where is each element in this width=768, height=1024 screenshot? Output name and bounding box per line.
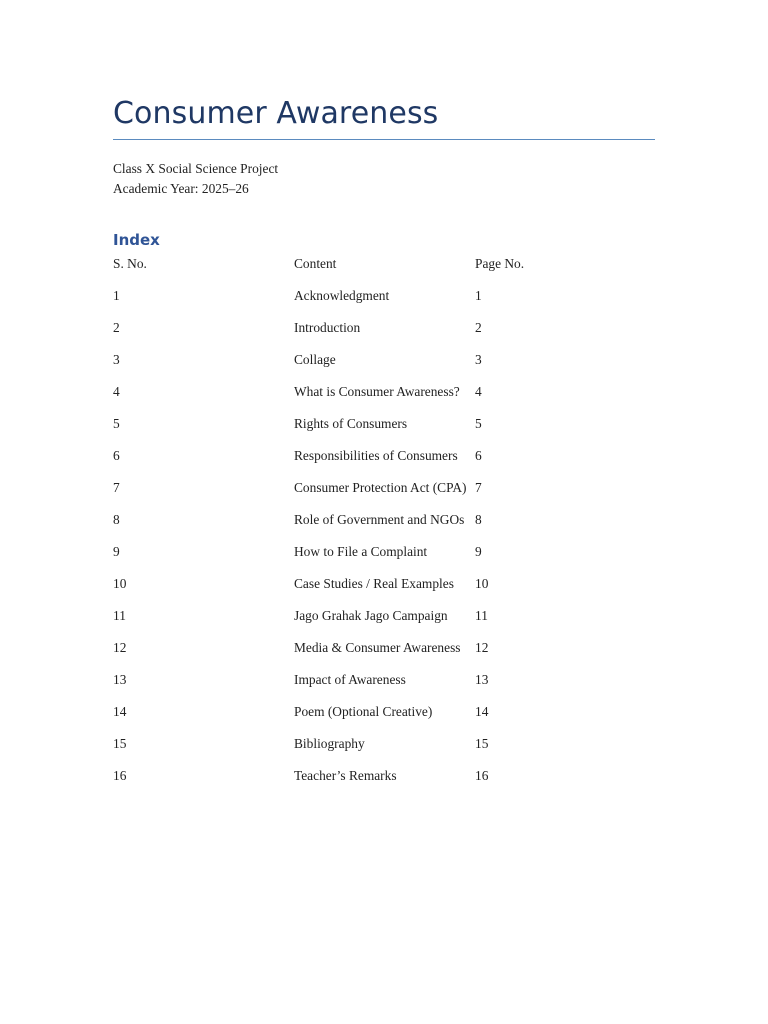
row-page-no: 12 xyxy=(475,640,489,655)
row-page-no: 8 xyxy=(475,512,482,527)
table-row xyxy=(113,350,575,382)
row-sno: 13 xyxy=(113,672,127,687)
project-class-line: Class X Social Science Project xyxy=(113,161,279,176)
row-content: Introduction xyxy=(294,320,361,335)
table-row xyxy=(113,574,575,606)
row-sno: 9 xyxy=(113,544,120,559)
row-content: Responsibilities of Consumers xyxy=(294,448,458,463)
row-sno: 7 xyxy=(113,480,120,495)
row-content: What is Consumer Awareness? xyxy=(294,384,460,399)
index-header-row xyxy=(113,254,575,286)
row-sno: 5 xyxy=(113,416,120,431)
row-page-no: 13 xyxy=(475,672,489,687)
title-underline xyxy=(113,139,655,140)
row-page-no: 2 xyxy=(475,320,482,335)
index-table xyxy=(113,254,575,798)
row-content: Teacher’s Remarks xyxy=(294,768,397,783)
row-page-no: 15 xyxy=(475,736,489,751)
row-page-no: 6 xyxy=(475,448,482,463)
header-content: Content xyxy=(294,256,337,271)
table-row xyxy=(113,734,575,766)
index-heading: Index xyxy=(113,231,160,249)
row-page-no: 7 xyxy=(475,480,482,495)
row-page-no: 11 xyxy=(475,608,488,623)
header-page-no: Page No. xyxy=(475,256,525,271)
table-row xyxy=(113,542,575,574)
row-sno: 2 xyxy=(113,320,120,335)
project-meta xyxy=(113,159,278,199)
table-row xyxy=(113,446,575,478)
row-content: Bibliography xyxy=(294,736,365,751)
row-sno: 8 xyxy=(113,512,120,527)
academic-year-line: Academic Year: 2025–26 xyxy=(113,181,249,196)
row-content: Media & Consumer Awareness xyxy=(294,640,461,655)
row-page-no: 9 xyxy=(475,544,482,559)
row-page-no: 4 xyxy=(475,384,482,399)
table-row xyxy=(113,638,575,670)
row-content: Role of Government and NGOs xyxy=(294,512,465,527)
row-page-no: 16 xyxy=(475,768,489,783)
document-title: Consumer Awareness xyxy=(113,96,439,131)
row-sno: 3 xyxy=(113,352,120,367)
table-row xyxy=(113,510,575,542)
row-sno: 12 xyxy=(113,640,127,655)
table-row xyxy=(113,606,575,638)
row-page-no: 1 xyxy=(475,288,482,303)
row-sno: 11 xyxy=(113,608,126,623)
row-sno: 15 xyxy=(113,736,127,751)
row-page-no: 14 xyxy=(475,704,489,719)
table-row xyxy=(113,478,575,510)
row-page-no: 5 xyxy=(475,416,482,431)
index-table-body xyxy=(113,286,575,798)
row-content: Case Studies / Real Examples xyxy=(294,576,454,591)
row-sno: 10 xyxy=(113,576,127,591)
table-row xyxy=(113,286,575,318)
row-content: Collage xyxy=(294,352,336,367)
table-row xyxy=(113,766,575,798)
row-sno: 16 xyxy=(113,768,127,783)
row-page-no: 10 xyxy=(475,576,489,591)
row-sno: 14 xyxy=(113,704,127,719)
table-row xyxy=(113,414,575,446)
row-sno: 4 xyxy=(113,384,120,399)
row-page-no: 3 xyxy=(475,352,482,367)
row-content: How to File a Complaint xyxy=(294,544,428,559)
row-sno: 1 xyxy=(113,288,120,303)
row-sno: 6 xyxy=(113,448,120,463)
table-row xyxy=(113,670,575,702)
table-row xyxy=(113,702,575,734)
row-content: Jago Grahak Jago Campaign xyxy=(294,608,448,623)
row-content: Rights of Consumers xyxy=(294,416,408,431)
table-row xyxy=(113,382,575,414)
row-content: Acknowledgment xyxy=(294,288,390,303)
table-row xyxy=(113,318,575,350)
row-content: Impact of Awareness xyxy=(294,672,406,687)
header-sno: S. No. xyxy=(113,256,147,271)
row-content: Consumer Protection Act (CPA) xyxy=(294,480,467,495)
row-content: Poem (Optional Creative) xyxy=(294,704,433,719)
